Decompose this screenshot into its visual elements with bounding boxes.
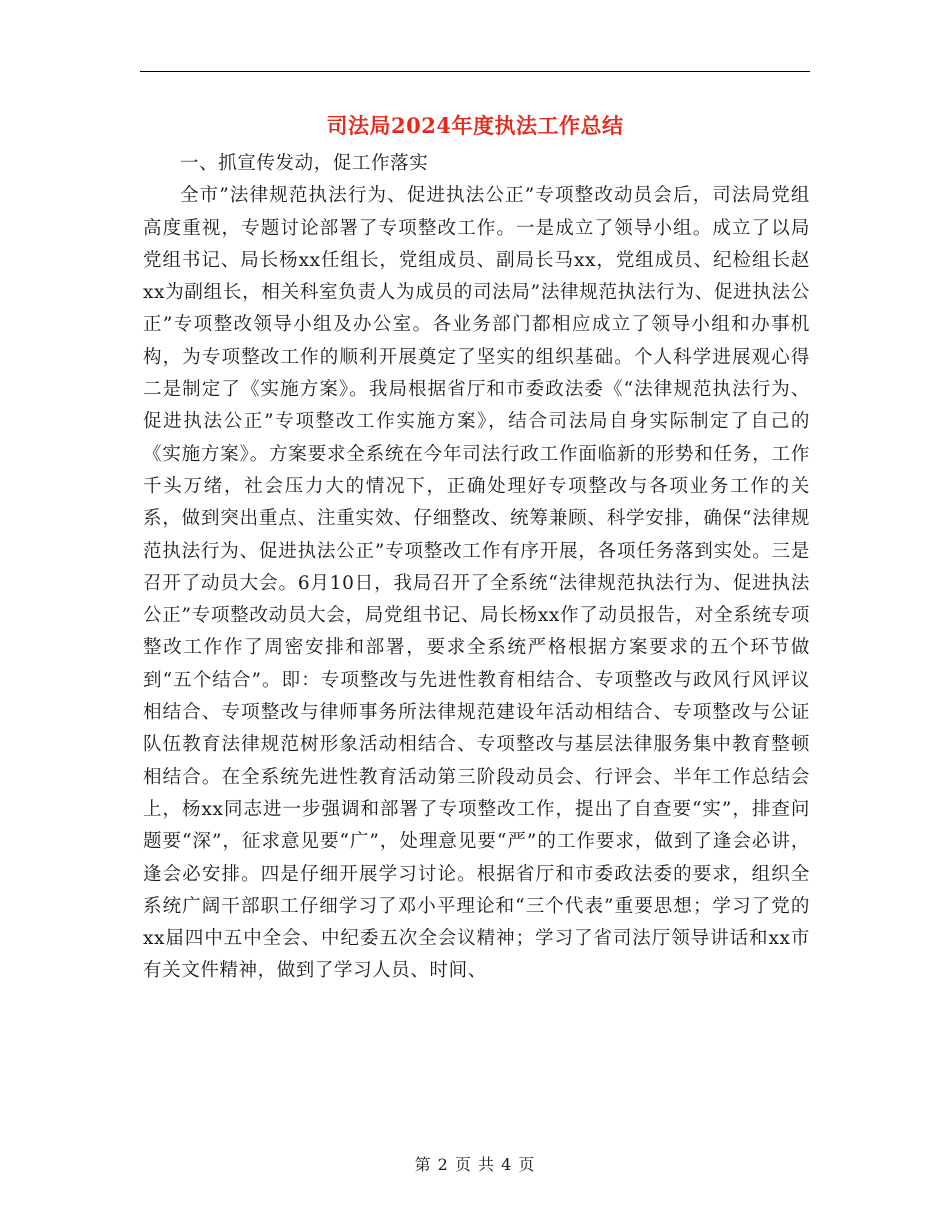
document-title: 司法局2024年度执法工作总结 bbox=[326, 113, 624, 138]
page-number: 第 2 页 共 4 页 bbox=[414, 1155, 536, 1174]
header-rule bbox=[140, 71, 810, 72]
section-heading: 一、抓宣传发动，促工作落实 bbox=[180, 153, 429, 174]
body-paragraph: 全市”法律规范执法行为、促进执法公正”专项整改动员会后，司法局党组高度重视，专题讨论部署了专项整改工作。一是成立了领导小组。成立了以局党组书记、局长杨xx任组长，党组成员、副局长马xx，党组成员、纪检组长赵xx为副组长，相关科室负责人为成员的司法局”法律规范执法行为、促进执法公正”专项整改领导小组及办公室。各业务部门都相应成立了领导小组和办事机构，为专项整改工作的顺利开展奠定了坚实的组织基础。个人科学进展观心得二是制定了《实施方案》。我局根据省厅和市委政法委《“法律规范执法行为、促进执法公正”专项整改工作实施方案》，结合司法局自身实际制定了自己的《实施方案》。方案要求全系统在今年司法行政工作面临新的形势和任务，工作千头万绪，社会压力大的情况下，正确处理好专项整改与各项业务工作的关系，做到突出重点、注重实效、仔细整改、统筹兼顾、科学安排，确保“法律规范执法行为、促进执法公正”专项整改工作有序开展，各项任务落到实处。三是召开了动员大会。6月10日，我局召开了全系统“法律规范执法行为、促进执法公正”专项整改动员大会，局党组书记、局长杨xx作了动员报告，对全系统专项整改工作作了周密安排和部署，要求全系统严格根据方案要求的五个环节做到“五个结合”。即：专项整改与先进性教育相结合、专项整改与政风行风评议相结合、专项整改与律师事务所法律规范建设年活动相结合、专项整改与公证队伍教育法律规范树形象活动相结合、专项整改与基层法律服务集中教育整顿相结合。在全系统先进性教育活动第三阶段动员会、行评会、半年工作总结会上，杨xx同志进一步强调和部署了专项整改工作，提出了自查要“实”，排查问题要“深”，征求意见要“广”，处理意见要“严”的工作要求，做到了逢会必讲，逢会必安排。四是仔细开展学习讨论。根据省厅和市委政法委的要求，组织全系统广阔干部职工仔细学习了邓小平理论和“三个代表”重要思想；学习了党的xx届四中五中全会、中纪委五次全会议精神；学习了省司法厅领导讲话和xx市有关文件精神，做到了学习人员、时间、 bbox=[143, 185, 810, 982]
document-body bbox=[143, 148, 810, 988]
